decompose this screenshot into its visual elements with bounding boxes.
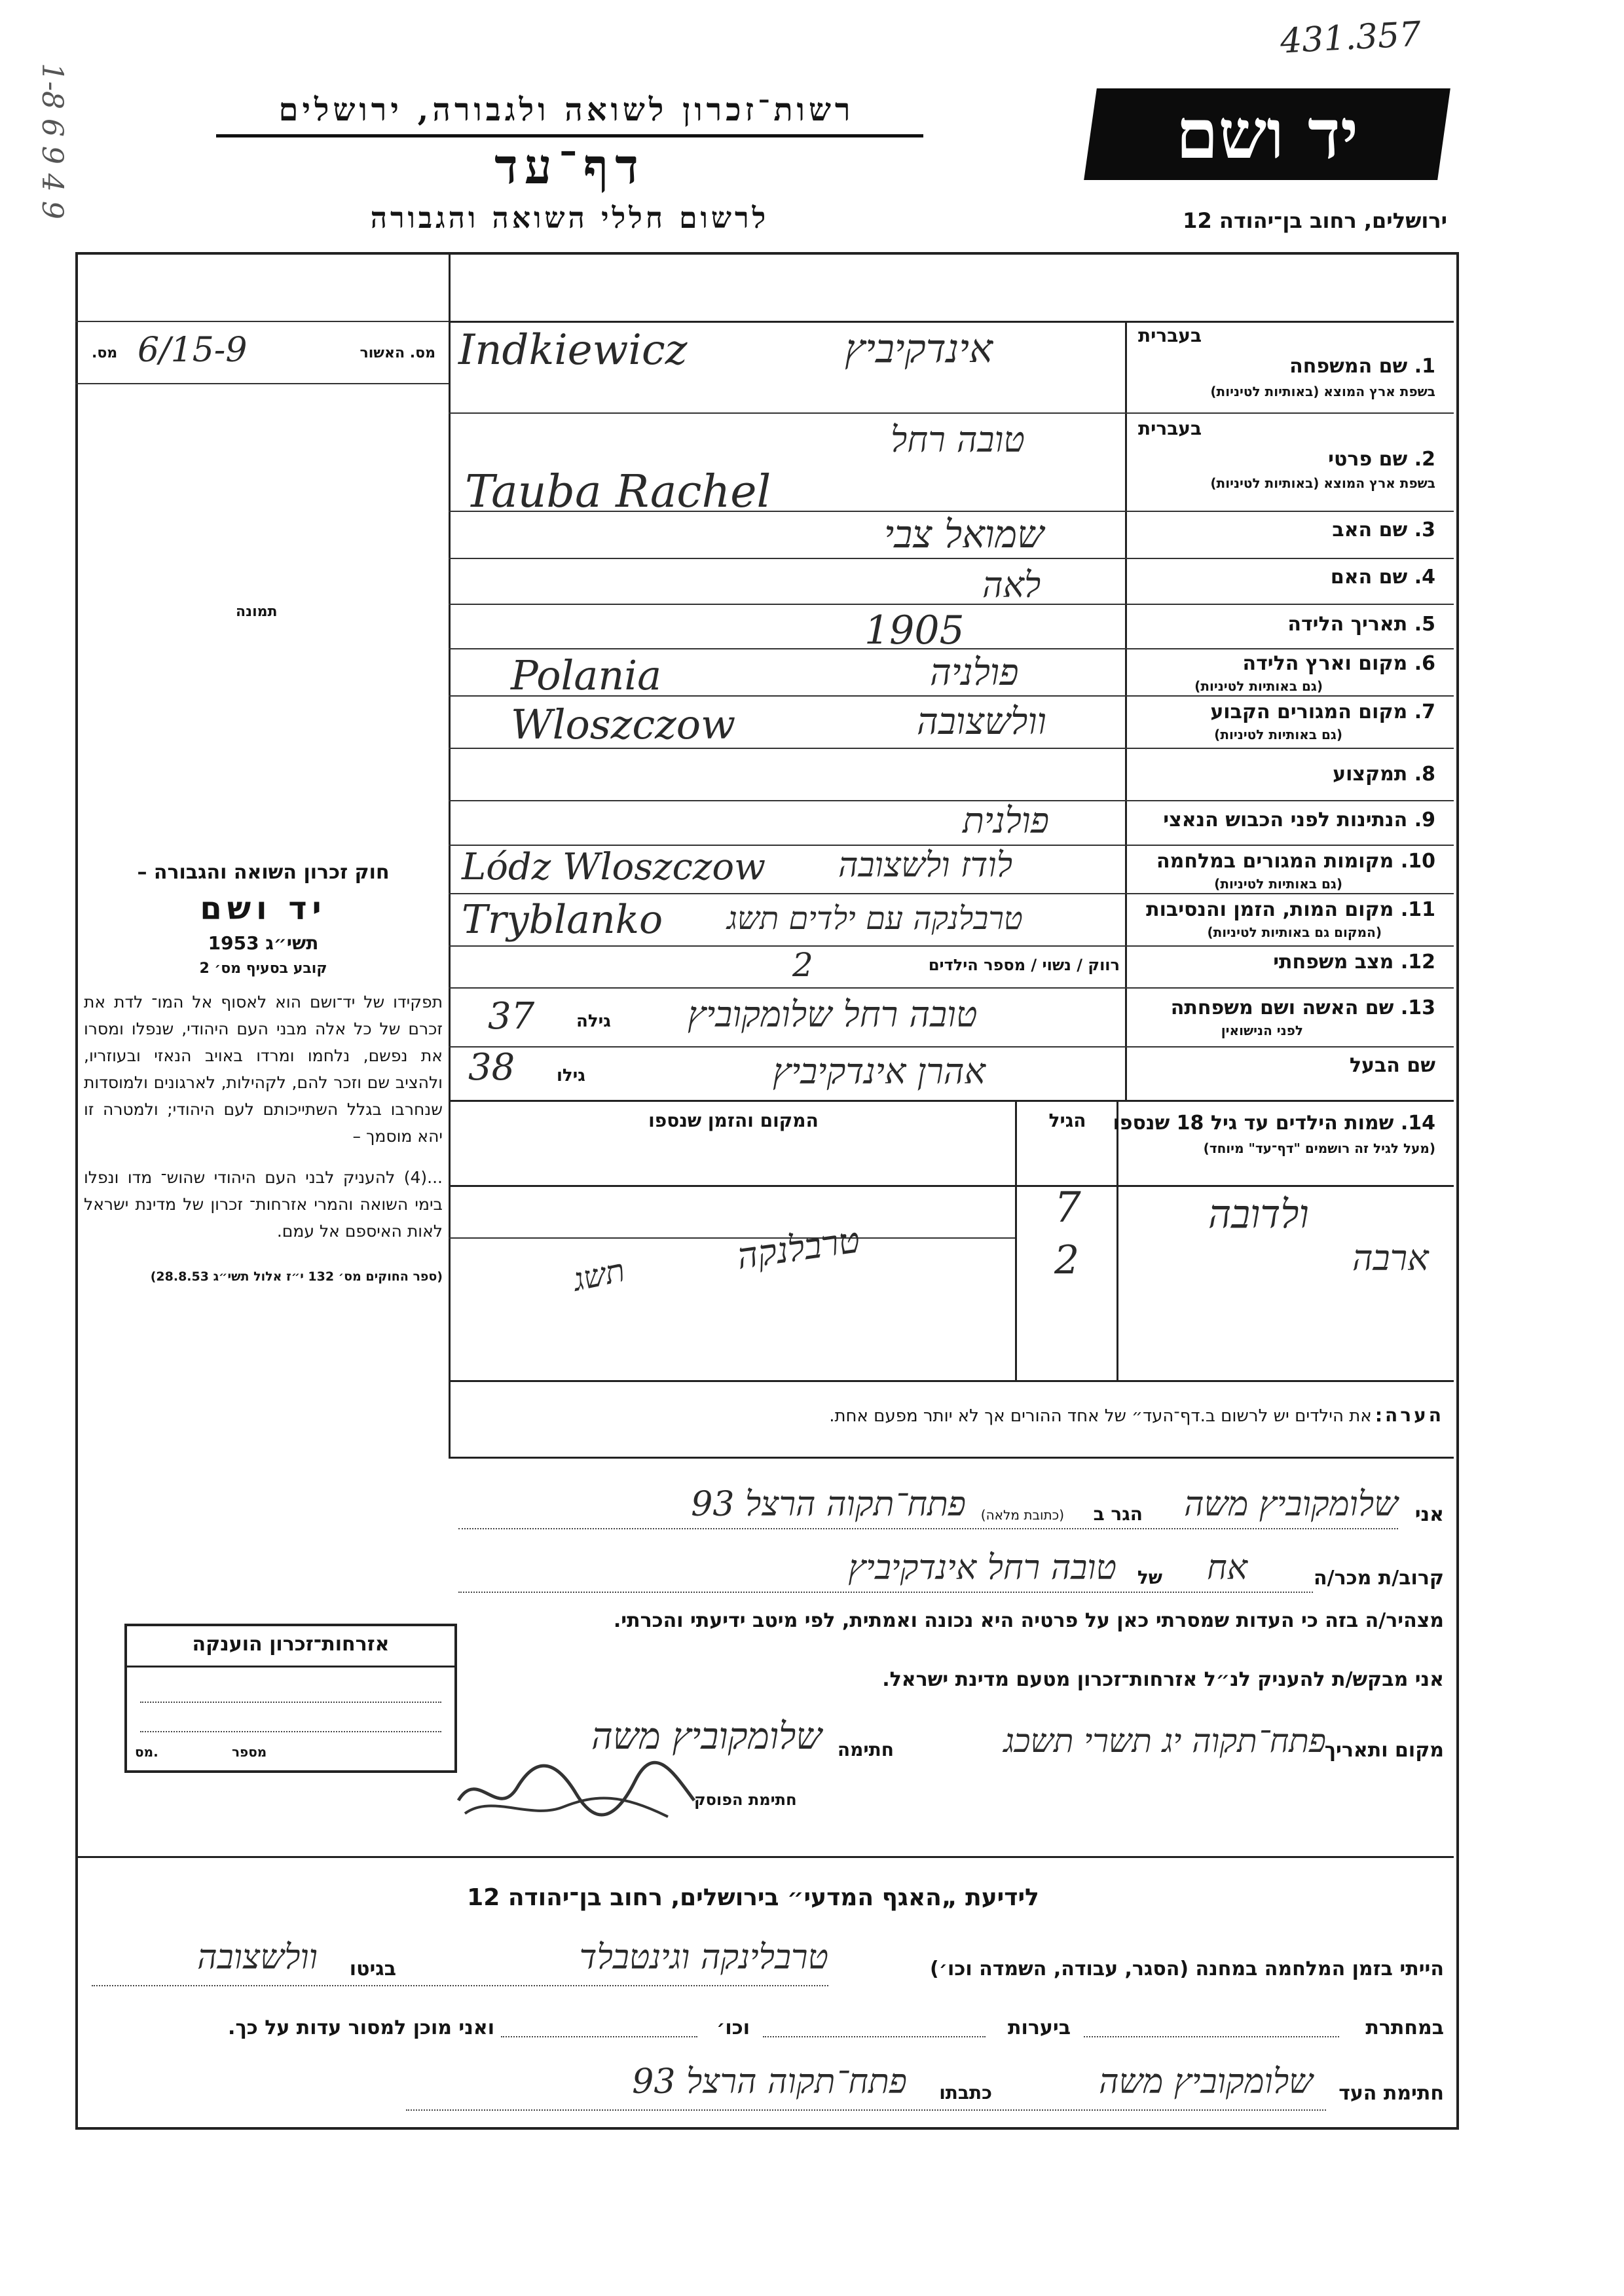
law-box <box>84 861 443 1284</box>
rule-after-f10 <box>449 893 1454 894</box>
authority-title: רשות־זכרון לשואה ולגבורה, ירושלים <box>278 92 855 128</box>
relation-value: אח <box>1207 1548 1247 1588</box>
f12-label-text: מצב משפחתי <box>1273 951 1394 974</box>
f3-num: 3. <box>1414 519 1435 541</box>
rule-after-f12 <box>449 987 1454 989</box>
f12-num: 12. <box>1400 951 1435 974</box>
f4-num: 4. <box>1414 566 1435 589</box>
citizenship-title-rule <box>127 1666 454 1667</box>
witness-address: פתח־תקוה הרצל 93 <box>632 2062 907 2102</box>
f12-value: 2 <box>792 946 813 984</box>
f2-latin-value: Tauba Rachel <box>465 466 771 518</box>
form-subtitle: לרשום חללי השואה והגבורה <box>370 202 769 235</box>
child-1-age: 7 <box>1054 1184 1081 1232</box>
witness-line <box>92 2062 1444 2115</box>
etc-label: וכו׳ <box>716 2016 750 2039</box>
f1-num: 1. <box>1414 355 1435 378</box>
f9-label-text: הנתינות לפני הכבוש הנאצי <box>1163 809 1408 831</box>
child-1-place: טרבלנקה <box>734 1219 862 1277</box>
underground-label: במחתרת <box>1365 2016 1444 2039</box>
declarant-dotted-line <box>458 1528 1398 1529</box>
f4-value: לאה <box>982 564 1041 606</box>
f14-sub: (מעל לגיל זה רושמים "דף־עד" מיוחד) <box>1203 1140 1435 1156</box>
child-2-age: 2 <box>1054 1237 1080 1283</box>
request-text: אני מבקש/ת להעניק לנ״ל אזרחות־זכרון מטעם מדינת ישראל. <box>882 1668 1444 1691</box>
law-line3: תשי״ג 1953 <box>208 932 319 954</box>
f1-sub: בשפת ארץ המוצא (באותיות לטיניות) <box>1210 384 1435 399</box>
husband-label: שם הבעל <box>1349 1054 1435 1077</box>
law-footer: (ספר החוקים מס׳ 132 י״ז אלול תשי״ג 28.8.53) <box>150 1269 443 1284</box>
citizenship-title: אזרחות־זכרון הוענקה <box>192 1633 390 1656</box>
f14-label <box>1113 1112 1435 1135</box>
f1-label-text: שם המשפחה <box>1289 355 1408 378</box>
f6-label-text: מקום וארץ הלידה <box>1242 652 1408 675</box>
declarant-address: פתח־תקוה הרצל 93 <box>691 1485 966 1524</box>
declarant-name: שלומקוביץ משה <box>1184 1485 1398 1524</box>
f4-label-text: שם האם <box>1330 566 1408 589</box>
f6-hebrew-value: פולניה <box>930 651 1019 694</box>
f1-hebrew-tag: בעברית <box>1138 325 1202 346</box>
ghetto-value: וולשצובה <box>197 1938 318 1977</box>
child-2-name: ארבה <box>1352 1237 1429 1279</box>
witness-dotted <box>406 2109 1326 2111</box>
f9-value: פולנית <box>963 800 1050 841</box>
side-number: 1-8 6 9 4 9 <box>35 63 69 219</box>
forests-dotted <box>763 2036 986 2037</box>
rule-after-f4 <box>449 604 1454 605</box>
camp-value: טרבלינקה וגינטבלד <box>579 1938 828 1977</box>
declarant-line <box>458 1485 1444 1531</box>
relative-label: קרוב/ת מכר/ה <box>1314 1567 1444 1590</box>
f13-age-label: גילה <box>576 1011 611 1031</box>
f10-latin-value: Lódz Wloszczow <box>462 846 766 888</box>
citizenship-dotted-2 <box>140 1731 441 1732</box>
citizenship-no-label: מס. <box>135 1744 158 1760</box>
child-1-name: ולדובה <box>1208 1192 1309 1237</box>
info-line2 <box>92 2010 1444 2049</box>
f7-hebrew-value: וולשצובה <box>917 701 1046 743</box>
children-bottom-rule <box>449 1380 1454 1382</box>
husband-age: 38 <box>468 1046 515 1089</box>
f2-num: 2. <box>1414 448 1435 471</box>
f14-num: 14. <box>1400 1112 1435 1135</box>
f11-label-text: מקום המות, הזמן והנסיבות <box>1146 898 1394 921</box>
law-para1: תפקידו של יד־ושם הוא לאסוף אל המו־ לדת את זכרם של כל אלה מבני העם היהודי, שנפלו ומסרו את נפשם, נלחמו ומרדו באויב הנאזי ובעוזריו, ולהציב שם וזכר להם, לקהילות, לארגונים ולמוסדות שנחרבו בגלל השתייכותם לעם היהודי; ולמטרה זו יהא מוסמך – <box>84 993 443 1146</box>
left-col-photo-rule <box>75 383 449 384</box>
full-address-label: (כתובת מלאה) <box>980 1507 1064 1523</box>
rule-after-f11 <box>449 945 1454 947</box>
note-bottom-rule <box>449 1457 1454 1459</box>
inspector-label: חתימת הפוסק <box>694 1791 797 1809</box>
declaration-text: מצהיר/ה בזה כי העדות שמסרתי כאן על פרטיה היא נכונה ואמתית, לפי מיטב ידיעתי והכרתי. <box>613 1609 1444 1632</box>
law-para2: ...(4) להעניק לבני העם היהודי שהוש־ מדו ונפלו בימי השואה והמרי אזרחות־ זכרון של מדינת ישראל לאות האיספם אל עמם. <box>84 1168 443 1241</box>
f13-num: 13. <box>1400 996 1435 1019</box>
resident-label: הגר ב <box>1093 1503 1143 1525</box>
f11-latin-value: Tryblanko <box>462 897 663 943</box>
info-line1-prefix: הייתי בזמן המלחמה במחנה (הסגר, עבודה, השמדה וכו׳) <box>930 1958 1444 1980</box>
note-row <box>458 1404 1444 1426</box>
archive-number: 431.357 <box>1279 14 1422 62</box>
law-line1: חוק זכרון השואה והגבורה – <box>137 861 390 884</box>
f3-label-text: שם האב <box>1332 519 1408 541</box>
f11-sub: (המקום גם באותיות לטיניות) <box>1207 924 1382 940</box>
f13-label-text: שם האשה ושם משפחתה <box>1170 996 1394 1019</box>
form-title: דף־עד <box>494 139 645 195</box>
law-line4: קובע בסעיף מס׳ 2 <box>199 960 327 977</box>
declarant-i-label: אני <box>1414 1503 1444 1526</box>
info-top-rule <box>75 1856 1454 1858</box>
f6-sub: (גם באותיות לטיניות) <box>1194 678 1323 694</box>
citizenship-box <box>124 1624 457 1773</box>
f6-num: 6. <box>1414 652 1435 675</box>
info-line1 <box>92 1938 1444 1990</box>
note-label: הערה: <box>1375 1404 1444 1426</box>
children-place-header: המקום והזמן שנספו <box>648 1110 819 1131</box>
f8-label-text: תמקצוע <box>1333 763 1408 786</box>
f13-age: 37 <box>488 995 535 1038</box>
photo-label: תמונה <box>236 604 278 620</box>
approval-label: מס. האשור <box>360 345 435 361</box>
f2-hebrew-tag: בעברית <box>1138 418 1202 439</box>
f2-label-text: שם פרטי <box>1328 448 1408 471</box>
f2-hebrew-value: טובה רחל <box>891 419 1025 460</box>
signature-value: שלומקוביץ משה <box>591 1715 822 1758</box>
f11-num: 11. <box>1400 898 1435 921</box>
witness-label: חתימת העד <box>1338 2082 1444 2105</box>
f7-num: 7. <box>1414 701 1435 723</box>
ghetto-label: בגיטו <box>349 1958 396 1980</box>
f7-latin-value: Wloszczow <box>511 701 736 748</box>
f7-label-text: מקום המגורים הקבוע <box>1210 701 1408 723</box>
children-table <box>449 1100 1454 1381</box>
children-row-rule <box>449 1237 1015 1239</box>
f10-hebrew-value: לודז ולשצובה <box>838 846 1013 885</box>
f13-sub: לפני הנישואין <box>1221 1023 1303 1038</box>
place-date-value: פתח־תקוה יג תשרי תשכג <box>1003 1722 1326 1760</box>
f10-sub: (גם באותיות לטיניות) <box>1214 876 1342 892</box>
left-col-top-rule <box>75 321 449 322</box>
yad-vashem-logo <box>1084 88 1450 180</box>
f5-value: 1905 <box>864 608 965 653</box>
husband-value: אהרן אינדקיביץ <box>773 1051 986 1092</box>
relative-line <box>458 1548 1444 1594</box>
children-col-divider-2 <box>1015 1100 1017 1381</box>
info-heading: לידיעת „האגף המדעי״ בירושלים, רחוב בן־יהודה 12 <box>467 1884 1039 1911</box>
citizenship-number-label: מספר <box>232 1744 267 1760</box>
children-col-divider-1 <box>1116 1100 1118 1381</box>
testimony-statement: ואני מוכן למסור עדות על כך. <box>228 2016 494 2039</box>
of-name-value: טובה רחל אינדקיביץ <box>848 1548 1116 1588</box>
f5-label-text: תאריך הלידה <box>1287 613 1408 636</box>
signature-label: חתימה <box>837 1739 894 1760</box>
f1-latin-value: Indkiewicz <box>458 326 688 374</box>
approval-no-label: מס. <box>92 345 118 361</box>
note-text: את הילדים יש לרשום ב.דף־העד״ של אחד ההורים אך לא יותר מפעם אחת. <box>829 1406 1372 1426</box>
stamp-scribble-svg <box>452 1755 701 1827</box>
of-label: של <box>1137 1567 1162 1588</box>
f2-sub: בשפת ארץ המוצא (באותיות לטיניות) <box>1210 475 1435 491</box>
witness-address-label: כתבתו <box>939 2082 992 2104</box>
underground-dotted <box>1084 2036 1339 2037</box>
law-line2: יד ושם <box>200 890 327 927</box>
info-line1-dotted <box>92 1985 828 1986</box>
rule-after-f1 <box>449 412 1454 414</box>
f3-value: שמואל צבי <box>884 512 1044 556</box>
logo-text: יד ושם <box>1175 94 1359 174</box>
relative-dotted-line <box>458 1592 1313 1593</box>
etc-dotted <box>501 2036 697 2037</box>
f13-value: טובה רחל שלומקוביץ <box>688 994 978 1035</box>
f8-num: 8. <box>1414 763 1435 786</box>
stamp-scribble <box>452 1755 701 1827</box>
approval-row <box>85 331 442 376</box>
rule-after-f8 <box>449 800 1454 801</box>
header-address: ירושלים, רחוב בן־יהודה 12 <box>1183 208 1447 233</box>
rule-after-f3 <box>449 558 1454 559</box>
f6-latin-value: Polania <box>511 651 662 699</box>
f14-label-text: שמות הילדים עד גיל 18 שנספו <box>1113 1112 1394 1135</box>
f9-num: 9. <box>1414 809 1435 831</box>
f5-num: 5. <box>1414 613 1435 636</box>
f10-label-text: מקומות המגורים במלחמה <box>1156 850 1394 873</box>
f7-sub: (גם באותיות לטיניות) <box>1214 727 1342 742</box>
f11-hebrew-value: טרבלנקה עם ילדים תשג <box>727 900 1023 937</box>
rule-after-f13 <box>449 1046 1454 1048</box>
forests-label: ביערות <box>1008 2016 1071 2039</box>
citizenship-dotted-1 <box>140 1702 441 1703</box>
husband-age-label: גילו <box>557 1066 585 1085</box>
f1-hebrew-value: אינדקיביץ <box>845 326 993 372</box>
children-age-header: הגיל <box>1048 1110 1086 1131</box>
header-rule <box>216 134 923 137</box>
place-date-label: מקום ותאריך <box>1324 1739 1444 1762</box>
witness-name: שלומקוביץ משה <box>1099 2062 1313 2102</box>
children-header-rule <box>449 1185 1454 1187</box>
approval-value: 6/15-9 <box>138 331 248 370</box>
f12-options: רווק / נשוי / מספר הילדים <box>928 956 1120 974</box>
child-2-place: תשג <box>570 1252 629 1299</box>
f10-num: 10. <box>1400 850 1435 873</box>
